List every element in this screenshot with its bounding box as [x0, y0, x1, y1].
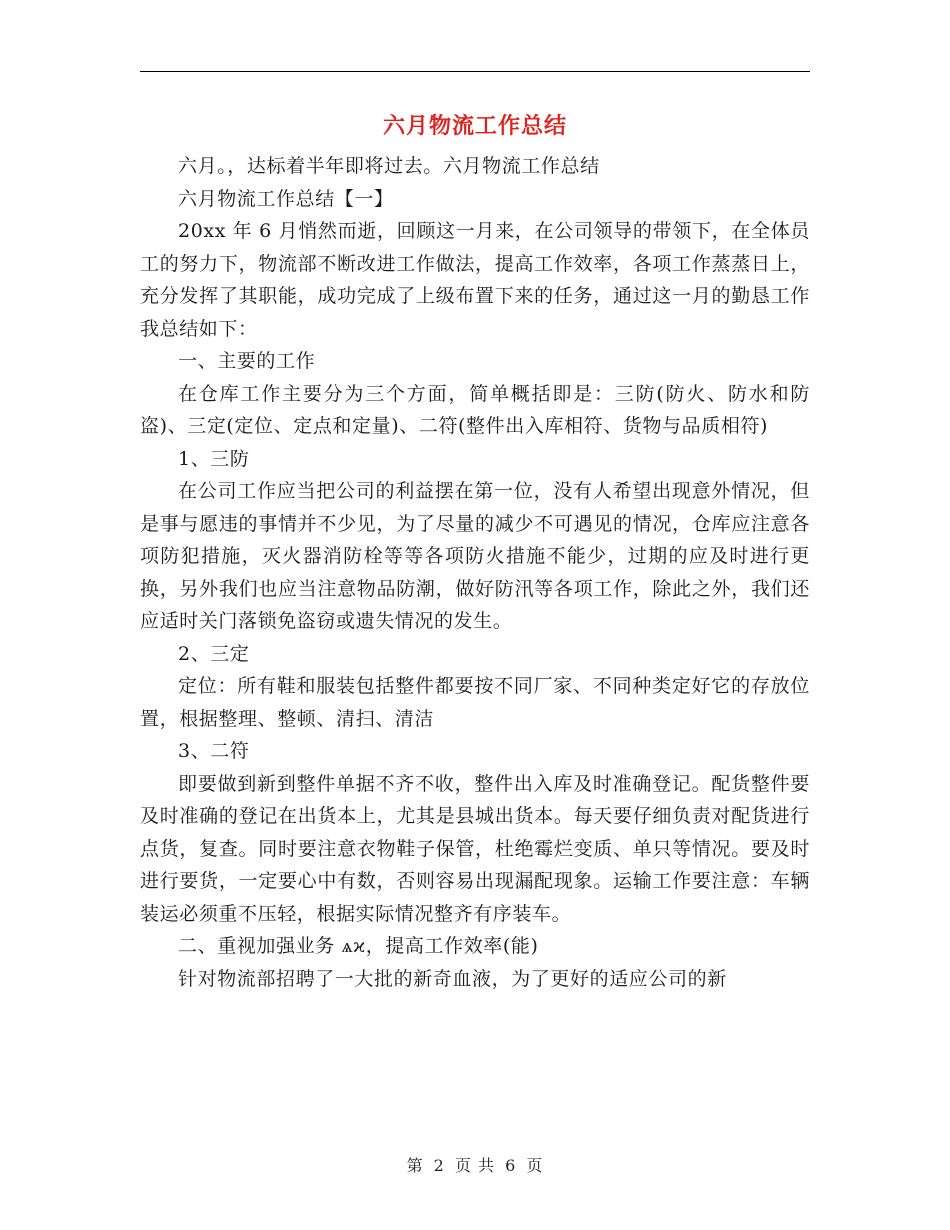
- paragraph-new-staff: 针对物流部招聘了一大批的新奇血液，为了更好的适应公司的新: [178, 967, 727, 990]
- heading-main-work: 一、主要的工作: [178, 350, 316, 372]
- heading-three-fixes: 2、三定: [178, 642, 250, 665]
- document-title: 六月物流工作总结: [382, 113, 567, 139]
- footer-middle: 页 共: [454, 1156, 496, 1175]
- footer-prefix: 第: [406, 1156, 424, 1175]
- paragraph-intro: 六月。，达标着半年即将过去。六月物流工作总结: [178, 155, 600, 177]
- paragraph-overview: 20xx 年 6 月悄然而逝，回顾这一月来，在公司领导的带领下，在全体员工的努力下，物流部不断改进工作做法，提高工作效率，各项工作蒸蒸日上，充分发挥了其职能，成功完成了上级布置下来的任务，通过这一月的勤恳工作我总结如下：: [140, 220, 810, 340]
- paragraph-two-matches: 即要做到新到整件单据不齐不收，整件出入库及时准确登记。配货整件要及时准确的登记在出货本上，尤其是县城出货本。每天要仔细负责对配货进行点货，复查。同时要注意衣物鞋子保管，杜绝霉烂变质、单只等情况。要及时进行要货，一定要心中有数，否则容易出现漏配现象。运输工作要注意：车辆装运必须重不压轻，根据实际情况整齐有序装车。: [140, 772, 810, 925]
- paragraph-three-fixes: 定位：所有鞋和服装包括整件都要按不同厂家、不同种类定好它的存放位置，根据整理、整顿、清扫、清洁: [140, 675, 810, 730]
- document-body: [140, 150, 810, 995]
- header-rule: [140, 71, 810, 72]
- footer-page-number: 2: [433, 1156, 445, 1175]
- paragraph-three-preventions: 在公司工作应当把公司的利益摆在第一位，没有人希望出现意外情况，但是事与愿违的事情并不少见，为了尽量的减少不可遇见的情况，仓库应注意各项防犯措施，灭火器消防栓等等各项防火措施不能少，过期的应及时进行更换，另外我们也应当注意物品防潮，做好防汛等各项工作，除此之外，我们还应适时关门落锁免盗窃或遗失情况的发生。: [140, 480, 810, 632]
- paragraph-warehouse-aspects: 在仓库工作主要分为三个方面，简单概括即是：三防(防火、防水和防盗)、三定(定位、定点和定量)、二符(整件出入库相符、货物与品质相符): [140, 382, 810, 437]
- heading-business-study: 二、重视加强业务 ѧϰ，提高工作效率(能): [178, 935, 539, 957]
- page-footer: [0, 1153, 950, 1176]
- footer-total-pages: 6: [505, 1156, 517, 1175]
- section-heading-part-one: 六月物流工作总结【一】: [178, 187, 394, 210]
- footer-suffix: 页: [526, 1156, 544, 1175]
- heading-two-matches: 3、二符: [178, 740, 250, 762]
- heading-three-preventions: 1、三防: [178, 447, 250, 470]
